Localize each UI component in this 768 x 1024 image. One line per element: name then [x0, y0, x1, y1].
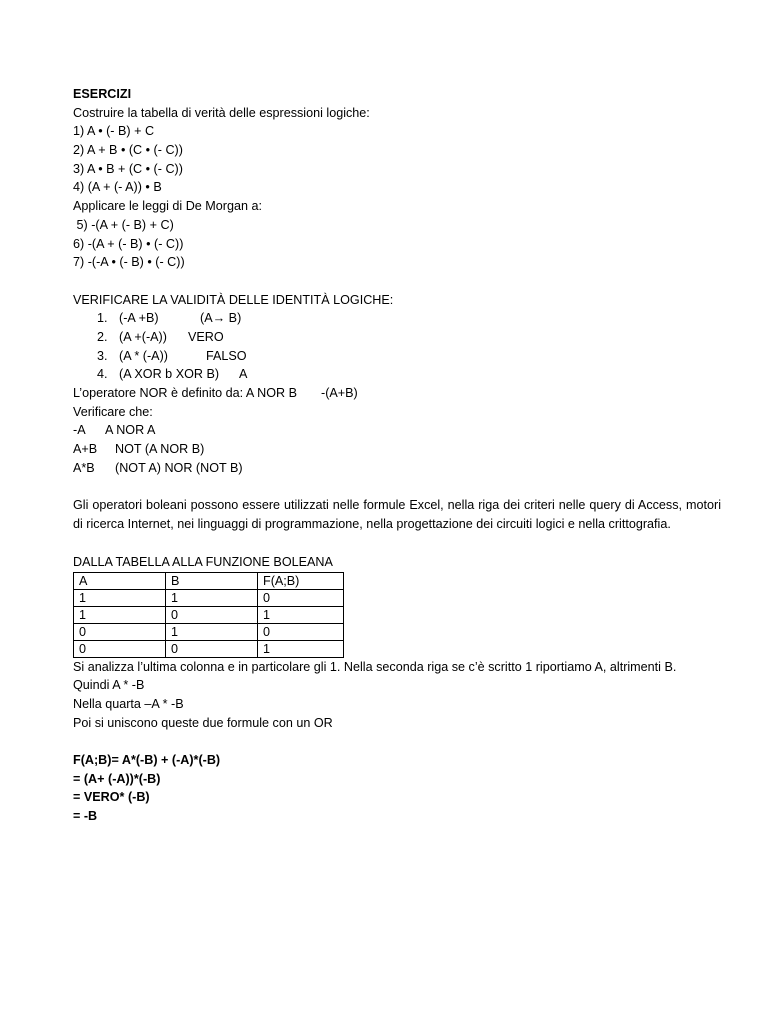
identity-number: 4. — [97, 367, 108, 382]
table-cell: 0 — [74, 640, 166, 657]
boolean-usage-paragraph: Gli operatori boleani possono essere utilizzati nelle formule Excel, nella riga dei criteri nelle query di Access, motori di ricerca Internet, nei linguaggi di programmazione, nella progettazione dei circuiti logici e nella crittografia. — [73, 498, 721, 532]
identity-left: (-A +B) — [119, 311, 159, 326]
table-row — [74, 606, 344, 623]
analysis-line: Poi si uniscono queste due formule con un OR — [73, 715, 333, 730]
formula-line: = -B — [73, 809, 98, 824]
check-left: -A — [73, 423, 86, 438]
table-cell: 1 — [166, 589, 258, 606]
identity-item — [73, 309, 721, 328]
check-item — [73, 459, 721, 478]
check-item — [73, 421, 721, 440]
identity-number: 2. — [97, 329, 108, 344]
identity-right: (A→ B) — [200, 311, 242, 326]
table-header-cell: A — [74, 572, 166, 589]
verify-heading: VERIFICARE LA VALIDITÀ DELLE IDENTITÀ LOGICHE: — [73, 292, 394, 307]
table-cell: 0 — [166, 640, 258, 657]
table-header-cell: B — [166, 572, 258, 589]
table-cell: 0 — [258, 589, 344, 606]
identity-right: A — [239, 367, 248, 382]
table-cell: 1 — [74, 589, 166, 606]
exercises-heading: ESERCIZI — [73, 87, 132, 101]
table-cell: 0 — [74, 623, 166, 640]
table-header-cell: F(A;B) — [258, 572, 344, 589]
formula-line: F(A;B)= A*(-B) + (-A)*(-B) — [73, 752, 221, 767]
identity-left: (A * (-A)) — [119, 348, 168, 363]
check-left: A+B — [73, 442, 98, 457]
table-header-row — [74, 572, 344, 589]
table-cell: 0 — [258, 623, 344, 640]
table-cell: 1 — [258, 606, 344, 623]
check-intro: Verificare che: — [73, 404, 153, 419]
demorgan-item: 6) -(A + (- B) • (- C)) — [73, 236, 184, 251]
nor-definition-right: -(A+B) — [321, 386, 358, 400]
identity-right: FALSO — [206, 348, 247, 363]
exercises-intro: Costruire la tabella di verità delle espressioni logiche: — [73, 105, 370, 120]
check-right: A NOR A — [105, 423, 156, 438]
exercise-item: 4) (A + (- A)) • B — [73, 180, 162, 195]
analysis-line: Nella quarta –A * -B — [73, 696, 184, 711]
identity-left: (A +(-A)) — [119, 329, 167, 344]
table-row — [74, 589, 344, 606]
formula-line: = VERO* (-B) — [73, 790, 150, 805]
table-heading: DALLA TABELLA ALLA FUNZIONE BOLEANA — [73, 554, 333, 569]
identity-item — [73, 365, 721, 384]
identity-number: 1. — [97, 311, 108, 326]
check-left: A*B — [73, 460, 95, 475]
nor-definition-left: L’operatore NOR è definito da: A NOR B — [73, 386, 298, 400]
identity-item — [73, 347, 721, 366]
identity-number: 3. — [97, 348, 108, 363]
document-page — [73, 85, 721, 826]
table-row — [74, 623, 344, 640]
table-cell: 0 — [166, 606, 258, 623]
truth-table — [73, 572, 344, 658]
identity-item — [73, 328, 721, 347]
demorgan-item: 5) -(A + (- B) + C) — [73, 217, 174, 232]
check-right: NOT (A NOR B) — [115, 442, 205, 457]
table-cell: 1 — [258, 640, 344, 657]
check-right: (NOT A) NOR (NOT B) — [115, 460, 243, 475]
table-cell: 1 — [166, 623, 258, 640]
exercise-item: 2) A + B • (C • (- C)) — [73, 143, 183, 158]
check-item — [73, 440, 721, 459]
analysis-line: Quindi A * -B — [73, 678, 145, 693]
identity-right: VERO — [188, 329, 224, 344]
analysis-text: Si analizza l’ultima colonna e in particolare gli 1. Nella seconda riga se c’è scritto 1 riportiamo A, altrimenti B. — [73, 659, 677, 674]
table-row — [74, 640, 344, 657]
exercise-item: 3) A • B + (C • (- C)) — [73, 161, 183, 176]
demorgan-item: 7) -(-A • (- B) • (- C)) — [73, 255, 185, 270]
identity-left: (A XOR b XOR B) — [119, 367, 220, 382]
exercise-item: 1) A • (- B) + C — [73, 124, 155, 139]
formula-line: = (A+ (-A))*(-B) — [73, 771, 161, 786]
demorgan-intro: Applicare le leggi di De Morgan a: — [73, 199, 263, 214]
table-cell: 1 — [74, 606, 166, 623]
nor-definition — [73, 384, 721, 403]
